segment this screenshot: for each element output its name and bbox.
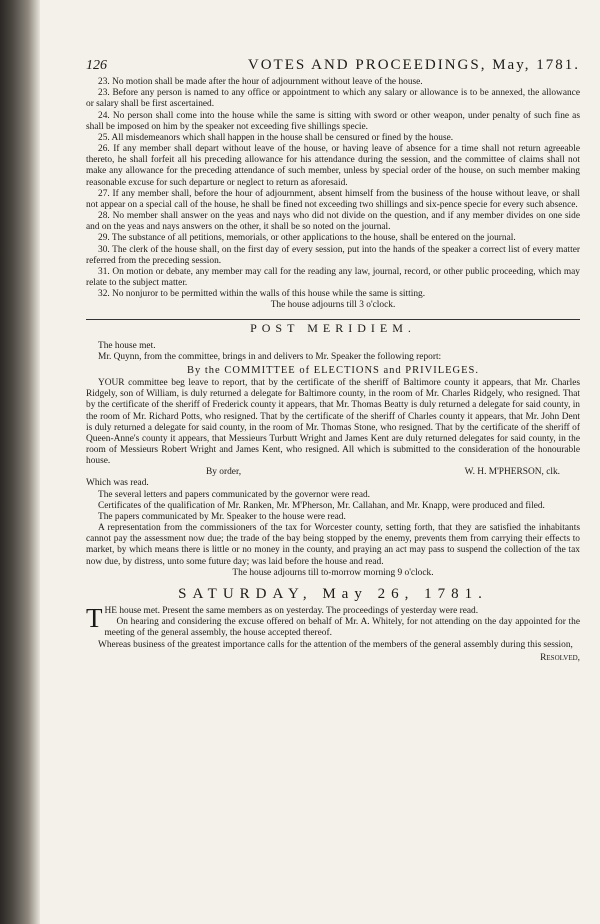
rule-27: 27. If any member shall, before the hour of adjournment, absent himself from the business of the house without leave, or shall not appear on a special call of the house, he shall be fined not exceeding two shillings and six-pence specie for every such absence.: [86, 188, 580, 210]
certificates-filed: Certificates of the qualification of Mr. Ranken, Mr. M'Pherson, Mr. Callahan, and Mr. Knapp, were produced and filed.: [98, 500, 545, 511]
whereas-clause: Whereas business of the greatest importance calls for the attention of the members of the general assembly during this session,: [98, 639, 573, 650]
rule-29: 29. The substance of all petitions, memorials, or other applications to the house, shall be entered on the journal.: [98, 233, 516, 244]
letters-read: The several letters and papers communicated by the governor were read.: [98, 489, 371, 500]
which-read: Which was read.: [86, 478, 149, 489]
running-header: [86, 57, 580, 73]
rule-23b: 23. Before any person is named to any office or appointment to which any salary or allowance is to be annexed, the allowance or salary shall be first ascertained.: [86, 88, 580, 110]
resolved-catchword: Resolved,: [540, 652, 580, 663]
post-meridiem-heading: POST MERIDIEM.: [86, 319, 580, 334]
book-binding-shadow: [0, 0, 40, 924]
house-met: The house met.: [98, 340, 156, 351]
whitely-excuse: On hearing and considering the excuse offered on behalf of Mr. A. Whitely, for not attending on the day appointed for the meeting of the general assembly, the house accepted thereof.: [104, 617, 580, 639]
committee-heading: By the COMMITTEE of ELECTIONS and PRIVILEGES.: [186, 364, 480, 376]
page-number: 126: [86, 58, 107, 73]
drop-cap: T: [86, 603, 103, 634]
rule-24: 24. No person shall come into the house while the same is sitting with sword or other weapon, under penalty of such fine as shall be imposed on him by the speaker not exceeding five shillings specie.: [86, 110, 580, 132]
document-page: [86, 57, 580, 664]
by-order: By order,: [206, 467, 242, 478]
worcester-representation: A representation from the commissioners of the tax for Worcester county, setting forth, that they are satisfied the inhabitants cannot pay the assessment now due; the trade of the bay being stopped by the enemy, prevents them from carrying their effects to market, by which means there is little or no money in the county, and praying an act may pass to suspend the collection of the tax now due, by distress, unto some future day; was laid before the house and read.: [86, 523, 580, 567]
signature-line: [86, 467, 580, 478]
rule-26: 26. If any member shall depart without leave of the house, or having leave of absence for a time shall not return agreeable thereto, he shall forfeit all his preceding allowance for his attendance during the session, and the committee of claims shall not make any allowance for the preceding attendance of such member, unless by special order of the house, on such member making reasonable excuse for such departure or neglect to return as aforesaid.: [86, 144, 580, 188]
page-title: VOTES AND PROCEEDINGS, May, 1781.: [247, 57, 580, 73]
saturday-opening-text: HE house met. Present the same members as on yesterday. The proceedings of yesterday were read.: [104, 606, 479, 617]
rule-28: 28. No member shall answer on the yeas and nays who did not divide on the question, and if any member divides on one side and on the yeas and nays answers on the other, it shall be so noted on the journal.: [86, 211, 580, 233]
committee-report: YOUR committee beg leave to report, that by the certificate of the sheriff of Baltimore county it appears, that Mr. Charles Ridgely, son of William, is duly returned a delegate for Baltimore county, in the room of Mr. Charles Ridgely, who resigned. That by the certificate of the sheriff of Frederick county it appears, that Mr. Thomas Beatty is duly returned a delegate for said county, in the room of Mr. Richard Potts, who resigned. That by the certificate of the sheriff of Charles county it appears, that Mr. John Dent is duly returned a delegate for said county, in the room of Mr. Thomas Stone, who resigned. That by the certificate of the sheriff of Queen-Anne's county it appears, that Messieurs Turbutt Wright and James Kent are duly returned delegates for said county, in the room of Messieurs Robert Wright and James Kent, who resigned. All which is submitted to the consideration of the honourable house.: [86, 378, 580, 467]
rule-31: 31. On motion or debate, any member may call for the reading any law, journal, record, or other public proceeding, which may relate to the subject matter.: [86, 266, 580, 288]
papers-read: The papers communicated by Mr. Speaker to the house were read.: [98, 511, 346, 522]
saturday-heading: SATURDAY, May 26, 1781.: [178, 585, 488, 602]
quynn-report-intro: Mr. Quynn, from the committee, brings in and delivers to Mr. Speaker the following report:: [98, 351, 442, 362]
rule-23a: 23. No motion shall be made after the hour of adjournment without leave of the house.: [98, 77, 423, 88]
adjournment-notice-2: The house adjourns till to-morrow morning 9 o'clock.: [232, 567, 434, 578]
rule-25: 25. All misdemeanors which shall happen in the house shall be censured or fined by the house.: [98, 132, 454, 143]
adjournment-notice: The house adjourns till 3 o'clock.: [270, 300, 396, 311]
clerk-signature: W. H. M'PHERSON, clk.: [464, 467, 560, 478]
rule-30: 30. The clerk of the house shall, on the first day of every session, put into the hands of the speaker a correct list of every matter referred from the preceding session.: [86, 244, 580, 266]
rule-32: 32. No nonjuror to be permitted within the walls of this house while the same is sitting.: [98, 289, 426, 300]
